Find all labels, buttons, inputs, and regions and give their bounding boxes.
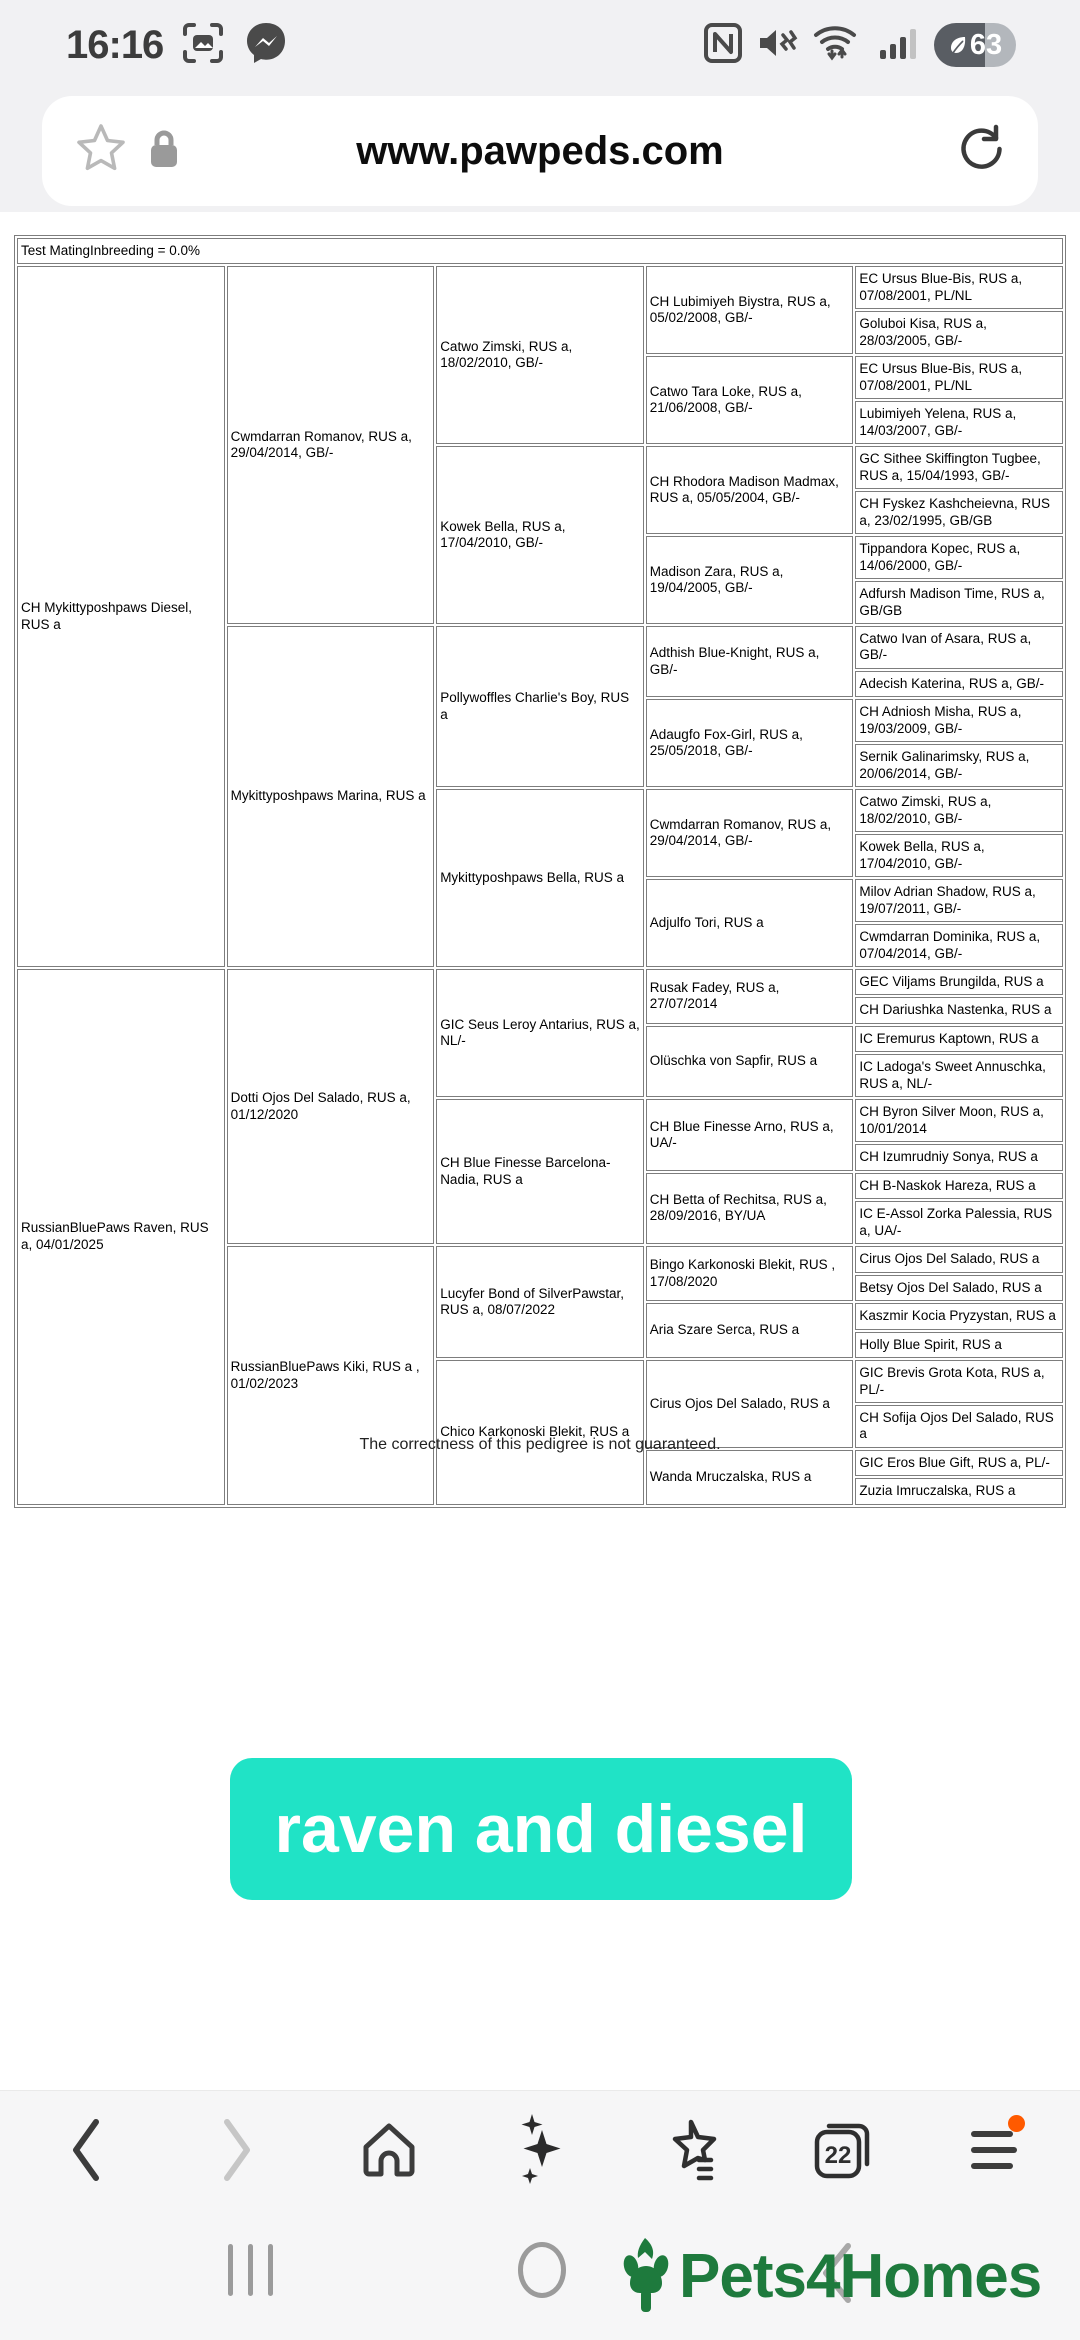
forward-button[interactable] (192, 2105, 282, 2195)
url-bar[interactable] (42, 96, 1038, 206)
signal-strength-icon (878, 22, 920, 69)
pedigree-cell-gen3: GIC Seus Leroy Antarius, RUS a, NL/- (436, 969, 644, 1097)
tab-count: 22 (824, 2141, 852, 2169)
refresh-button[interactable] (956, 123, 1008, 180)
power-saving-leaf-icon (948, 34, 968, 56)
pedigree-cell-gen5: Cirus Ojos Del Salado, RUS a (855, 1246, 1063, 1272)
pedigree-cell-gen5: CH Fyskez Kashcheievna, RUS a, 23/02/1995, GB/GB (855, 491, 1063, 534)
back-button[interactable] (41, 2105, 131, 2195)
menu-button[interactable] (949, 2105, 1039, 2195)
pedigree-cell-gen5: EC Ursus Blue-Bis, RUS a, 07/08/2001, PL/NL (855, 356, 1063, 399)
secure-lock-icon[interactable] (146, 127, 182, 176)
pedigree-cell-gen5: Lubimiyeh Yelena, RUS a, 14/03/2007, GB/- (855, 401, 1063, 444)
pedigree-cell-gen5: Catwo Ivan of Asara, RUS a, GB/- (855, 626, 1063, 669)
pedigree-cell-gen5: GEC Viljams Brungilda, RUS a (855, 969, 1063, 995)
pedigree-cell-gen4: Madison Zara, RUS a, 19/04/2005, GB/- (646, 536, 854, 624)
pedigree-cell-gen5: GIC Eros Blue Gift, RUS a, PL/- (855, 1450, 1063, 1476)
pedigree-cell-gen3: Mykittyposhpaws Bella, RUS a (436, 789, 644, 967)
pedigree-cell-gen1: RussianBluePaws Raven, RUS a, 04/01/2025 (17, 969, 225, 1505)
pedigree-header-row (17, 238, 1063, 264)
wifi-icon (812, 21, 864, 70)
pedigree-cell-gen4: Adjulfo Tori, RUS a (646, 879, 854, 967)
pedigree-cell-gen5: CH Sofija Ojos Del Salado, RUS a (855, 1405, 1063, 1448)
pedigree-cell-gen5: IC Eremurus Kaptown, RUS a (855, 1026, 1063, 1052)
promo-banner (230, 1758, 852, 1900)
pedigree-cell-gen3: CH Blue Finesse Barcelona-Nadia, RUS a (436, 1099, 644, 1244)
pedigree-cell-gen4: Wanda Mruczalska, RUS a (646, 1450, 854, 1505)
pedigree-cell-gen2: Mykittyposhpaws Marina, RUS a (227, 626, 435, 967)
bookmark-star-button[interactable] (72, 121, 130, 182)
sound-muted-icon (756, 23, 798, 68)
pedigree-cell-gen1: CH Mykittyposhpaws Diesel, RUS a (17, 266, 225, 967)
browser-toolbar (0, 2090, 1080, 2208)
pedigree-row (17, 266, 1063, 309)
pedigree-cell-gen5: Catwo Zimski, RUS a, 18/02/2010, GB/- (855, 789, 1063, 832)
pedigree-cell-gen5: Kowek Bella, RUS a, 17/04/2010, GB/- (855, 834, 1063, 877)
pedigree-cell-gen5: EC Ursus Blue-Bis, RUS a, 07/08/2001, PL/NL (855, 266, 1063, 309)
battery-percent: 63 (969, 28, 1003, 61)
pedigree-cell-gen4: Olüschka von Sapfir, RUS a (646, 1026, 854, 1097)
bookmarks-button[interactable] (646, 2105, 736, 2195)
pedigree-cell-gen5: Zuzia Imruczalska, RUS a (855, 1478, 1063, 1504)
pedigree-cell-gen4: Bingo Karkonoski Blekit, RUS , 17/08/2020 (646, 1246, 854, 1301)
pedigree-cell-gen4: Aria Szare Serca, RUS a (646, 1303, 854, 1358)
messenger-notification-icon (243, 20, 289, 71)
system-home-button[interactable] (518, 2242, 566, 2298)
pedigree-cell-gen5: GIC Brevis Grota Kota, RUS a, PL/- (855, 1360, 1063, 1403)
pedigree-cell-gen5: IC E-Assol Zorka Palessia, RUS a, UA/- (855, 1201, 1063, 1244)
pedigree-cell-gen5: CH Dariushka Nastenka, RUS a (855, 997, 1063, 1023)
pets4homes-logo-icon (615, 2232, 677, 2321)
pedigree-cell-gen5: Tippandora Kopec, RUS a, 14/06/2000, GB/- (855, 536, 1063, 579)
pedigree-cell-gen4: Adthish Blue-Knight, RUS a, GB/- (646, 626, 854, 697)
pedigree-cell-gen4: CH Betta of Rechitsa, RUS a, 28/09/2016, BY/UA (646, 1173, 854, 1244)
recents-button[interactable] (228, 2244, 273, 2296)
pedigree-cell-gen4: Cirus Ojos Del Salado, RUS a (646, 1360, 854, 1448)
battery-indicator (934, 23, 1016, 67)
pedigree-cell-gen4: CH Blue Finesse Arno, RUS a, UA/- (646, 1099, 854, 1170)
promo-banner-text: raven and diesel (274, 1791, 808, 1867)
pedigree-section (14, 235, 1066, 1508)
pedigree-cell-gen4: Rusak Fadey, RUS a, 27/07/2014 (646, 969, 854, 1024)
tabs-button[interactable] (798, 2105, 888, 2195)
pedigree-row (17, 969, 1063, 995)
menu-notification-dot (1008, 2115, 1025, 2132)
pets4homes-watermark (615, 2232, 1041, 2321)
pedigree-cell-gen5: Goluboi Kisa, RUS a, 28/03/2005, GB/- (855, 311, 1063, 354)
pedigree-cell-gen5: Holly Blue Spirit, RUS a (855, 1332, 1063, 1358)
pedigree-cell-gen2: Dotti Ojos Del Salado, RUS a, 01/12/2020 (227, 969, 435, 1244)
home-button[interactable] (344, 2105, 434, 2195)
pedigree-cell-gen5: GC Sithee Skiffington Tugbee, RUS a, 15/04/1993, GB/- (855, 446, 1063, 489)
pedigree-cell-gen5: Sernik Galinarimsky, RUS a, 20/06/2014, GB/- (855, 744, 1063, 787)
ai-sparkles-button[interactable] (495, 2105, 585, 2195)
pedigree-cell-gen4: Catwo Tara Loke, RUS a, 21/06/2008, GB/- (646, 356, 854, 444)
pedigree-cell-gen5: Kaszmir Kocia Pryzystan, RUS a (855, 1303, 1063, 1329)
url-text[interactable]: www.pawpeds.com (356, 128, 724, 173)
pedigree-cell-gen5: Cwmdarran Dominika, RUS a, 07/04/2014, GB/- (855, 924, 1063, 967)
pedigree-cell-gen5: Betsy Ojos Del Salado, RUS a (855, 1275, 1063, 1301)
pets4homes-brand-text: Pets4Homes (679, 2242, 1042, 2311)
screenshot-notification-icon (181, 21, 225, 70)
pedigree-cell-gen3: Pollywoffles Charlie's Boy, RUS a (436, 626, 644, 787)
pedigree-cell-gen2: Cwmdarran Romanov, RUS a, 29/04/2014, GB/- (227, 266, 435, 624)
nfc-icon (704, 23, 742, 68)
pedigree-cell-gen3: Chico Karkonoski Blekit, RUS a (436, 1360, 644, 1505)
pedigree-cell-gen3: Catwo Zimski, RUS a, 18/02/2010, GB/- (436, 266, 644, 444)
pedigree-cell-gen5: Milov Adrian Shadow, RUS a, 19/07/2011, GB/- (855, 879, 1063, 922)
pedigree-cell-gen4: CH Rhodora Madison Madmax, RUS a, 05/05/2004, GB/- (646, 446, 854, 534)
pedigree-cell-gen4: Cwmdarran Romanov, RUS a, 29/04/2014, GB/- (646, 789, 854, 877)
pedigree-cell-gen5: Adecish Katerina, RUS a, GB/- (855, 671, 1063, 697)
pedigree-cell-gen4: Adaugfo Fox-Girl, RUS a, 25/05/2018, GB/- (646, 699, 854, 787)
pedigree-cell-gen3: Kowek Bella, RUS a, 17/04/2010, GB/- (436, 446, 644, 624)
pedigree-cell-gen5: CH Izumrudniy Sonya, RUS a (855, 1144, 1063, 1170)
pedigree-cell-gen5: IC Ladoga's Sweet Annuschka, RUS a, NL/- (855, 1054, 1063, 1097)
pedigree-cell-gen2: RussianBluePaws Kiki, RUS a , 01/02/2023 (227, 1246, 435, 1505)
pedigree-table (14, 235, 1066, 1508)
status-time: 16:16 (66, 22, 164, 67)
pedigree-header: Test MatingInbreeding = 0.0% (17, 238, 1063, 264)
pedigree-cell-gen5: CH Byron Silver Moon, RUS a, 10/01/2014 (855, 1099, 1063, 1142)
pedigree-cell-gen4: CH Lubimiyeh Biystra, RUS a, 05/02/2008, GB/- (646, 266, 854, 354)
status-bar (0, 0, 1080, 90)
pedigree-cell-gen5: CH B-Naskok Hareza, RUS a (855, 1173, 1063, 1199)
pedigree-cell-gen5: Adfursh Madison Time, RUS a, GB/GB (855, 581, 1063, 624)
pedigree-cell-gen3: Lucyfer Bond of SilverPawstar, RUS a, 08/07/2022 (436, 1246, 644, 1358)
pedigree-cell-gen5: CH Adniosh Misha, RUS a, 19/03/2009, GB/- (855, 699, 1063, 742)
pedigree-disclaimer: The correctness of this pedigree is not guaranteed. (359, 1436, 721, 1453)
